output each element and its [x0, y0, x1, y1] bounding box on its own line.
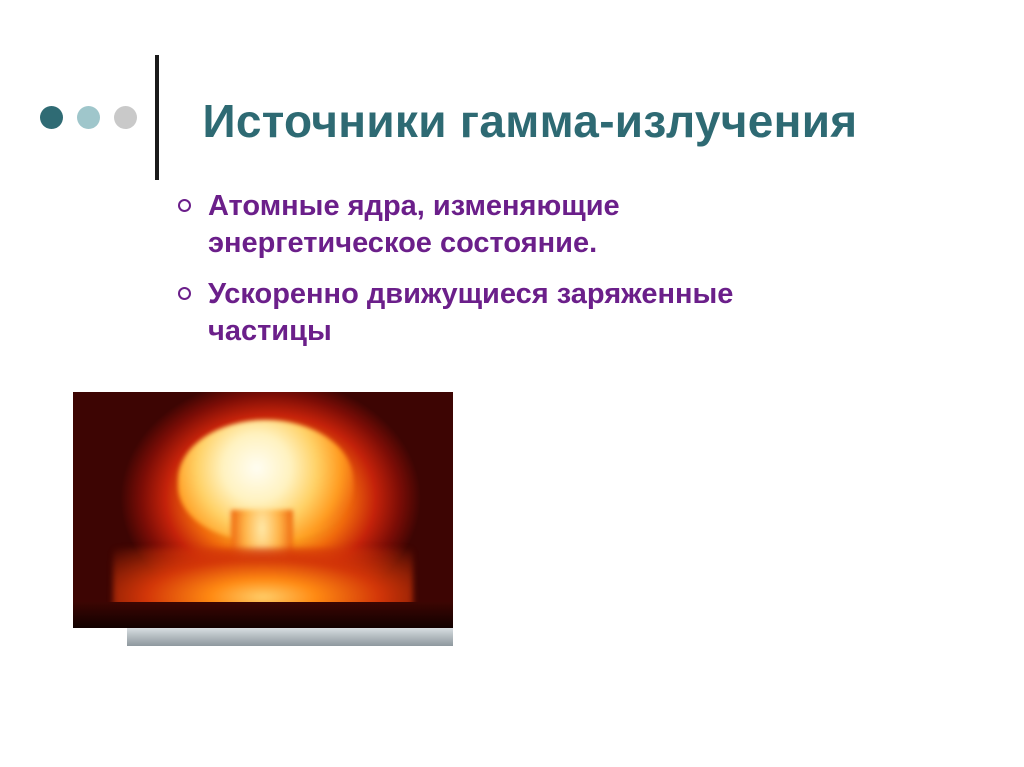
bullet-text: Ускоренно движущиеся заряженные частицы — [208, 278, 734, 348]
circle-bullet-icon — [178, 287, 191, 300]
slide-title: Источники гамма-излучения — [202, 94, 858, 147]
title-divider-rule — [155, 55, 159, 180]
list-item — [178, 188, 818, 262]
circle-bullet-icon — [178, 199, 191, 212]
decorative-dots — [40, 106, 137, 129]
dot-icon-3 — [114, 106, 137, 129]
slide-image-container — [73, 392, 453, 632]
bullet-text: Атомные ядра, изменяющие энергетическое состояние. — [208, 190, 620, 260]
nuclear-explosion-photo — [73, 392, 453, 628]
bullet-list — [178, 188, 818, 364]
horizon-ground — [73, 602, 453, 628]
list-item — [178, 276, 818, 350]
image-shadow — [127, 628, 453, 646]
dot-icon-1 — [40, 106, 63, 129]
dot-icon-2 — [77, 106, 100, 129]
